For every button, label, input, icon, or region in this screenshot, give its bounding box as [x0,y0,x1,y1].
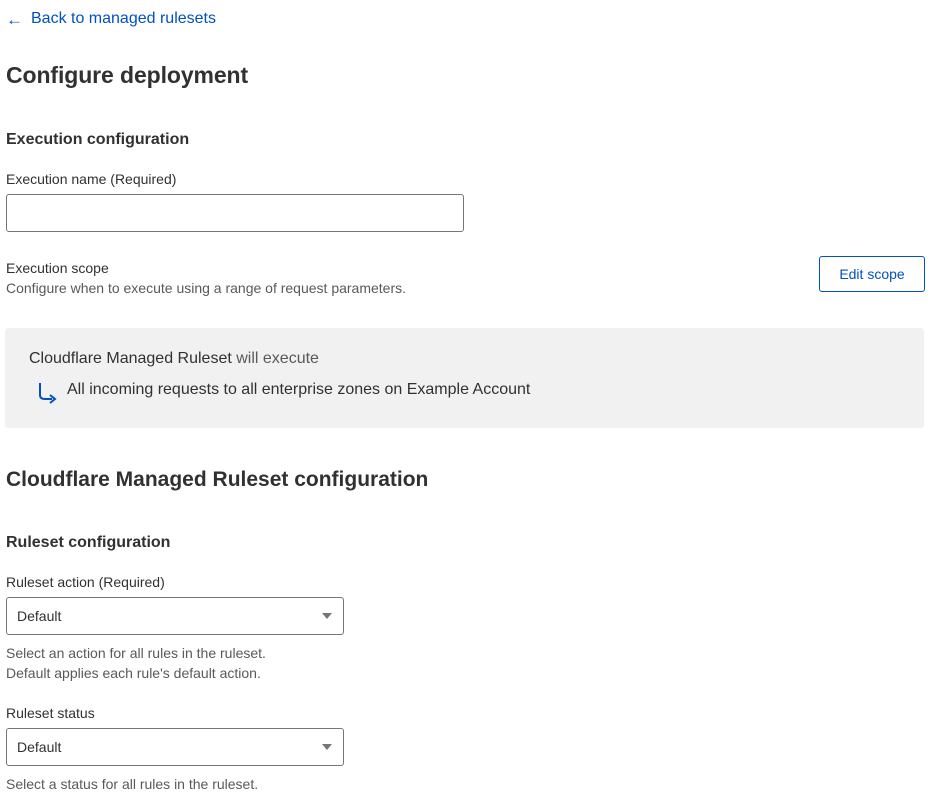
ruleset-status-help-line-1: Select a status for all rules in the ruleset. [6,776,259,792]
ruleset-status-select-wrapper[interactable] [6,728,344,766]
execution-name-input[interactable] [6,194,464,232]
execution-name-label: Execution name (Required) [6,171,177,187]
execution-scope-description: Configure when to execute using a range of request parameters. [6,280,407,296]
back-link-label: Back to managed rulesets [31,10,216,27]
scope-summary-headline [29,350,900,368]
arrow-left-icon: ← [6,9,23,29]
execution-scope-label: Execution scope [6,260,109,276]
scope-summary-detail-row [29,380,900,404]
execution-scope-summary-panel [5,328,924,428]
ruleset-configuration-heading: Cloudflare Managed Ruleset configuration [6,468,429,491]
branch-arrow-icon [37,382,57,404]
execution-configuration-heading: Execution configuration [6,131,190,148]
edit-scope-button[interactable]: Edit scope [819,256,925,292]
ruleset-action-label: Ruleset action (Required) [6,574,165,590]
ruleset-status-help [6,774,925,793]
ruleset-status-label: Ruleset status [6,705,95,721]
ruleset-configuration-subheading: Ruleset configuration [6,534,171,551]
ruleset-action-help [6,643,925,683]
ruleset-action-help-line-1: Select an action for all rules in the ruleset. [6,645,266,661]
scope-summary-will-execute: will execute [231,350,319,367]
ruleset-action-help-line-2: Default applies each rule's default action. [6,665,261,681]
scope-summary-ruleset-name: Cloudflare Managed Ruleset [29,350,232,367]
ruleset-status-select[interactable] [6,728,344,766]
ruleset-action-select[interactable] [6,597,344,635]
scope-summary-detail-text: All incoming requests to all enterprise zones on Example Account [67,381,531,398]
execution-scope-row [6,260,925,306]
page-title: Configure deployment [6,62,249,88]
back-to-managed-rulesets-link[interactable] [6,0,216,28]
ruleset-action-select-wrapper[interactable] [6,597,344,635]
